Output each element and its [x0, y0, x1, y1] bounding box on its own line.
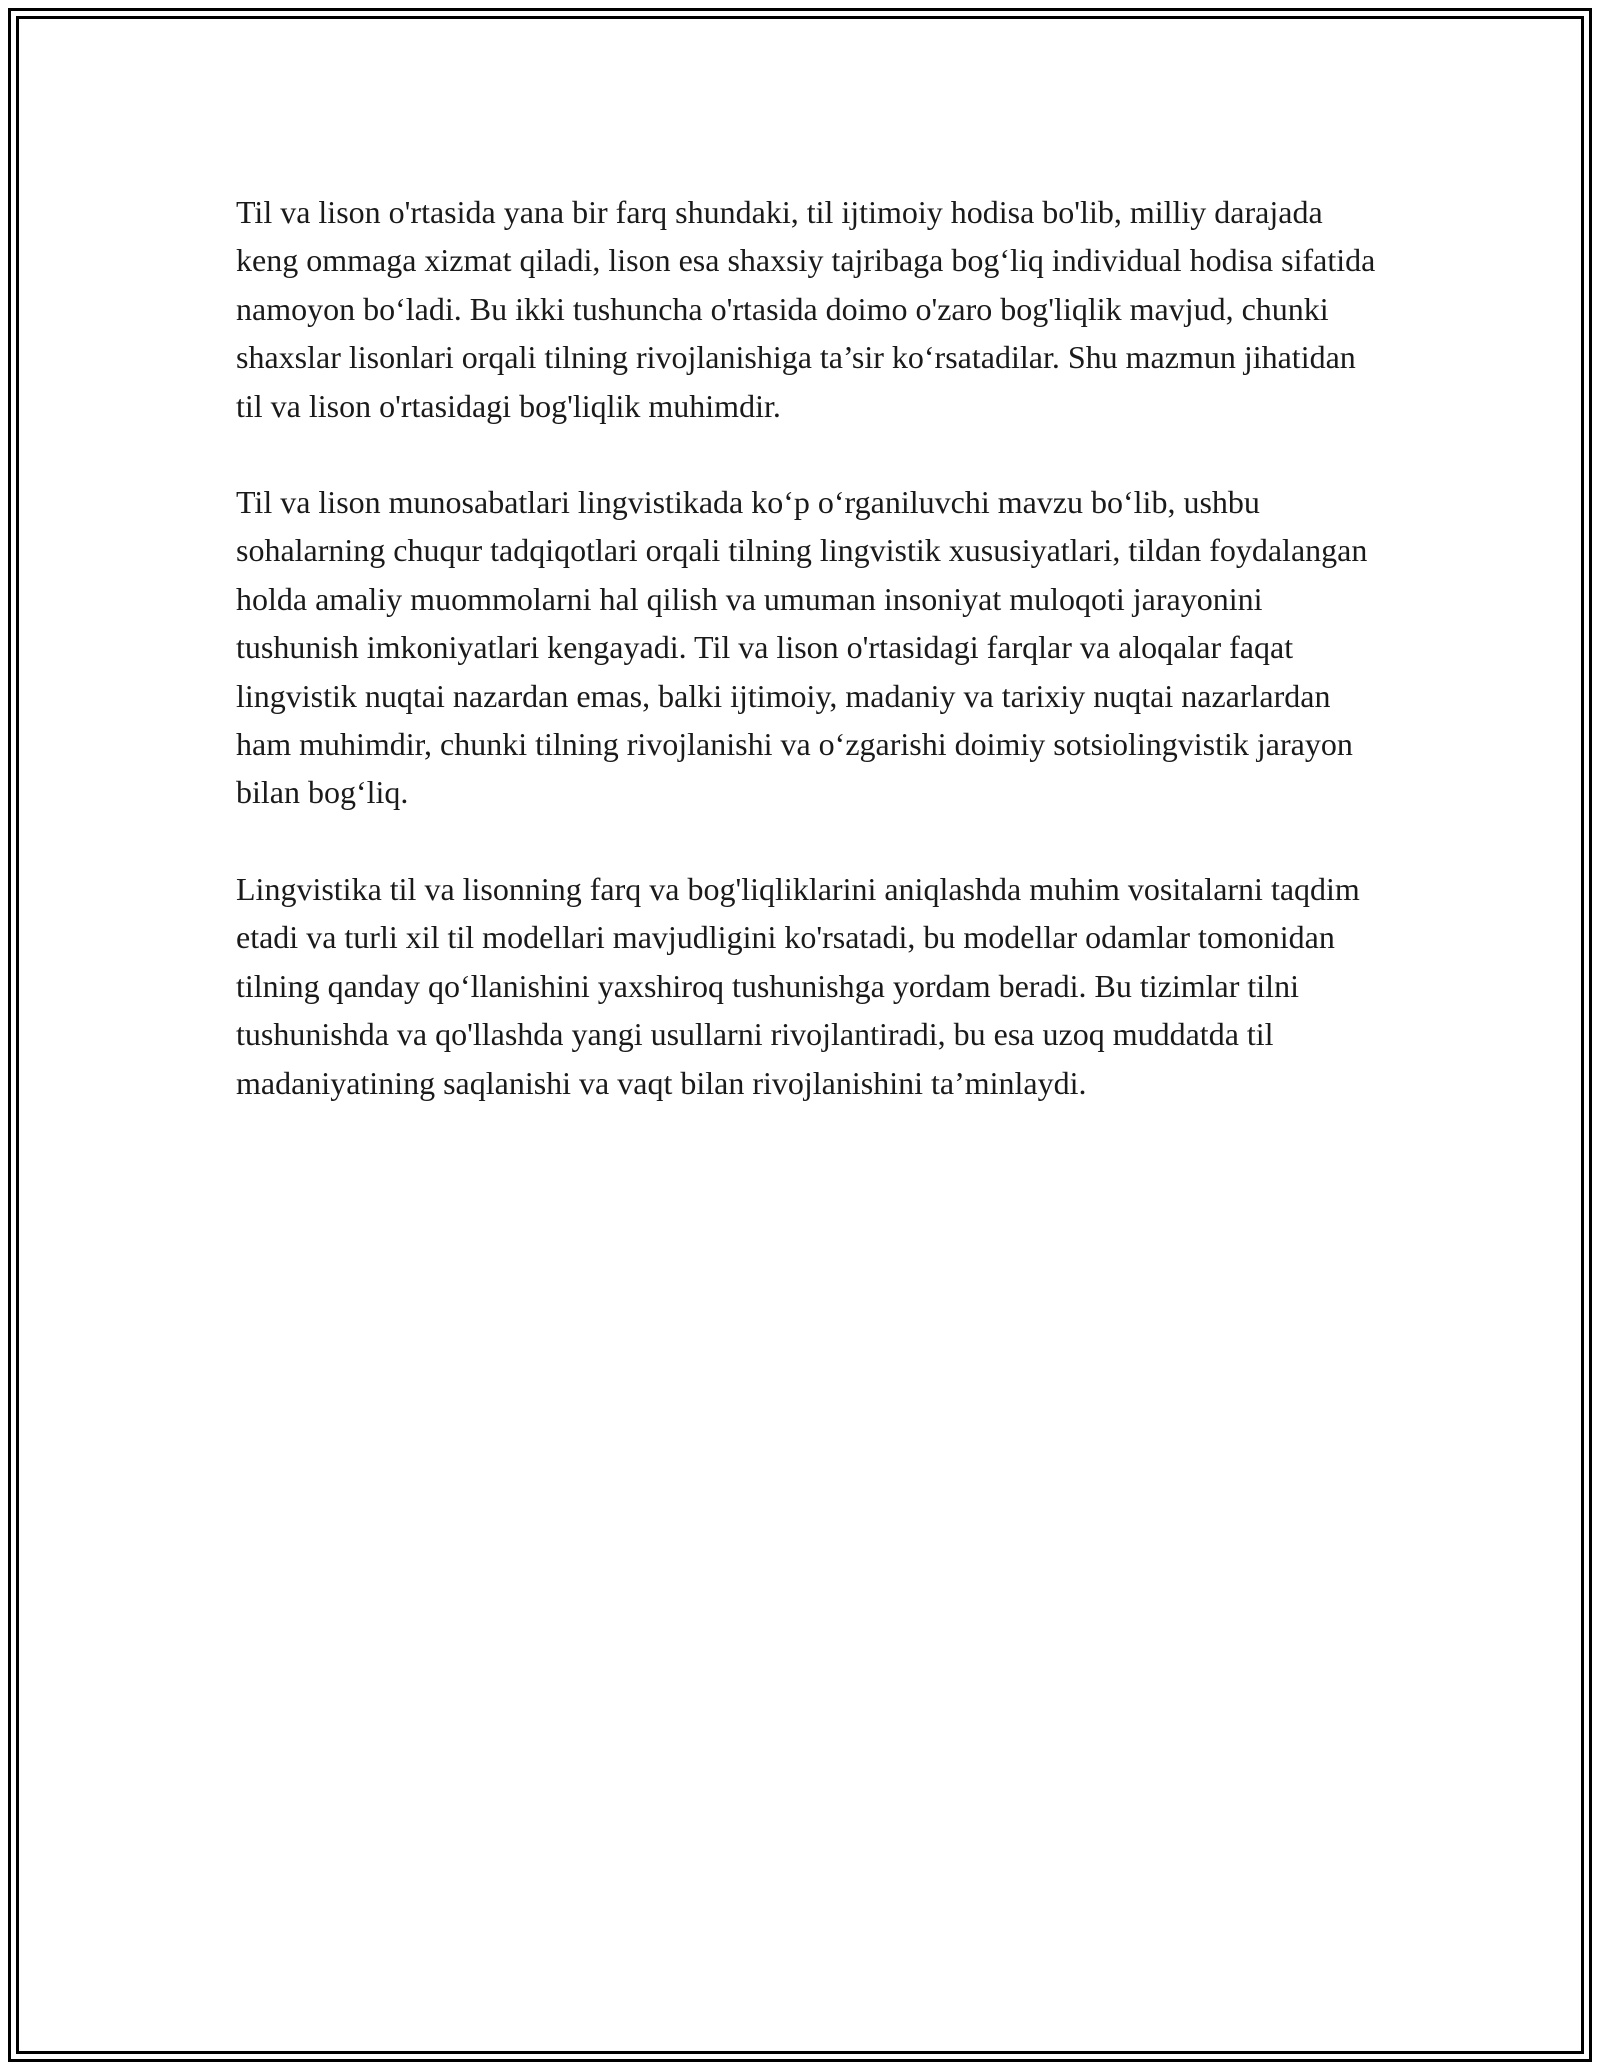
- document-body: [236, 188, 1386, 1155]
- paragraph-2: Til va lison munosabatlari lingvistikada ko‘p o‘rganiluvchi mavzu bo‘lib, ushbu sohalarning chuqur tadqiqotlari orqali tilning lingvistik xususiyatlari, tildan foydalangan holda amaliy muommolarni hal qilish va umuman insoniyat muloqoti jarayonini tushunish imkoniyatlari kengayadi. Til va lison o'rtasidagi farqlar va aloqalar faqat lingvistik nuqtai nazardan emas, balki ijtimoiy, madaniy va tarixiy nuqtai nazarlardan ham muhimdir, chunki tilning rivojlanishi va o‘zgarishi doimiy sotsiolingvistik jarayon bilan bog‘liq.: [236, 484, 1368, 811]
- paragraph-1: Til va lison o'rtasida yana bir farq shundaki, til ijtimoiy hodisa bo'lib, milliy darajada keng ommaga xizmat qiladi, lison esa shaxsiy tajribaga bog‘liq individual hodisa sifatida namoyon bo‘ladi. Bu ikki tushuncha o'rtasida doimo o'zaro bog'liqlik mavjud, chunki shaxslar lisonlari orqali tilning rivojlanishiga ta’sir ko‘rsatadilar. Shu mazmun jihatidan til va lison o'rtasidagi bog'liqlik muhimdir.: [236, 194, 1376, 424]
- paragraph-3: Lingvistika til va lisonning farq va bog'liqliklarini aniqlashda muhim vositalarni taqdim etadi va turli xil til modellari mavjudligini ko'rsatadi, bu modellar odamlar tomonidan tilning qanday qo‘llanishini yaxshiroq tushunishga yordam beradi. Bu tizimlar tilni tushunishda va qo'llashda yangi usullarni rivojlantiradi, bu esa uzoq muddatda til madaniyatining saqlanishi va vaqt bilan rivojlanishini ta’minlaydi.: [236, 870, 1360, 1101]
